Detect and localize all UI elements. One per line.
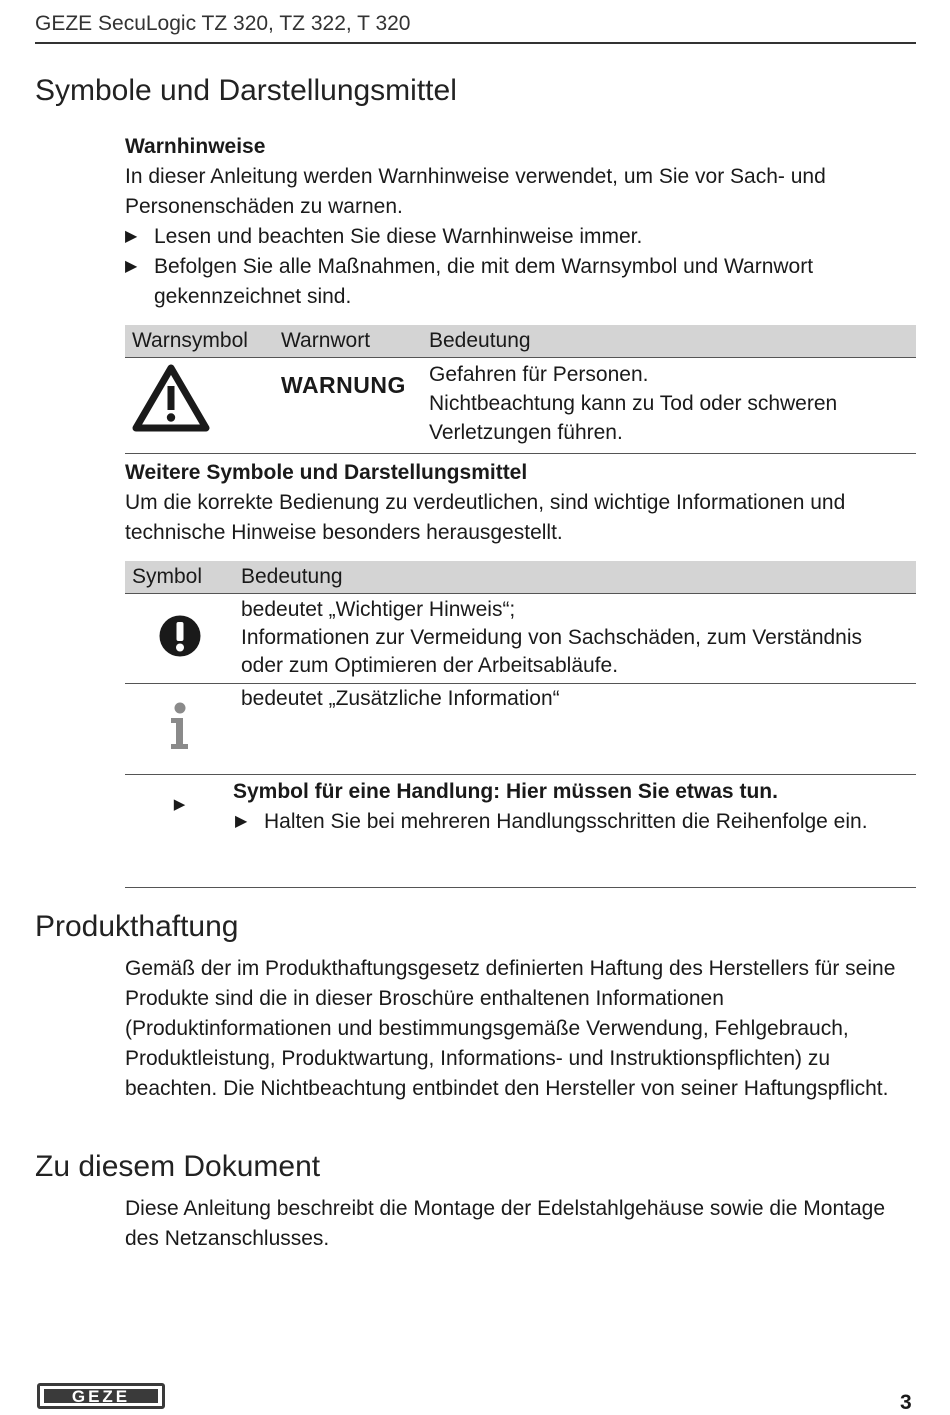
meaning-cell (234, 594, 916, 684)
geze-logo (37, 1383, 165, 1409)
more-symbols-block (125, 458, 915, 548)
about-document-text: Diese Anleitung beschreibt die Montage der Edelstahlgehäuse sowie die Montage des Netzanschlusses. (125, 1197, 885, 1250)
table-row (125, 684, 916, 775)
warning-meaning-cell (422, 358, 916, 454)
column-header: Bedeutung (234, 561, 916, 594)
list-item (125, 222, 915, 252)
symbol-cell (125, 775, 234, 888)
exclamation-circle-icon (159, 615, 201, 657)
meaning-cell (234, 775, 916, 888)
warning-triangle-icon (132, 364, 210, 432)
meaning-line: bedeutet „Zusätzliche Information“ (241, 687, 560, 710)
warning-word: WARNUNG (281, 372, 406, 398)
product-liability-text: Gemäß der im Produkthaftungsgesetz definierten Haftung des Herstellers für seine Produkte sind die in dieser Broschüre enthaltenen Informationen (Produktinformationen und bestimmungsgemäße Verwendung, Fehlgebrauch, Produktleistung, Produktwartung, Informations- und Instruktionspflichten) zu beachten. Die Nichtbeachtung entbindet den Hersteller von seiner Haftungspflicht. (125, 957, 896, 1100)
page-number: 3 (900, 1391, 912, 1414)
bullet-triangle-icon: ▶ (125, 228, 138, 245)
list-item (125, 252, 915, 312)
action-symbol-text: Symbol für eine Handlung: Hier müssen Sie etwas tun. (233, 780, 778, 803)
bullet-triangle-icon: ▶ (235, 813, 248, 830)
warn-block (125, 132, 915, 312)
bullet-text: Befolgen Sie alle Maßnahmen, die mit dem Warnsymbol und Warnwort gekennzeichnet sind. (154, 255, 814, 308)
meaning-line: Informationen zur Vermeidung von Sachschäden, zum Verständnis oder zum Optimieren der Arbeitsabläufe. (241, 626, 863, 677)
section-heading-product-liability: Produkthaftung (35, 910, 239, 943)
more-symbols-heading: Weitere Symbole und Darstellungsmittel (125, 461, 528, 484)
meaning-cell (234, 684, 916, 775)
bullet-text: Lesen und beachten Sie diese Warnhinweise immer. (154, 225, 643, 248)
section-heading-about-document: Zu diesem Dokument (35, 1150, 321, 1183)
warning-symbol-cell (125, 358, 274, 454)
table-header-row (125, 561, 916, 594)
list-item (235, 807, 909, 837)
warn-intro: In dieser Anleitung werden Warnhinweise verwendet, um Sie vor Sach- und Personenschäden zu warnen. (125, 165, 826, 218)
logo-text: GEZE (44, 1389, 158, 1403)
meaning-line: Nichtbeachtung kann zu Tod oder schweren Verletzungen führen. (429, 392, 838, 444)
document-header-title: GEZE SecuLogic TZ 320, TZ 322, T 320 (35, 12, 411, 35)
header-divider (35, 42, 916, 44)
symbol-cell (125, 594, 234, 684)
warn-heading: Warnhinweise (125, 135, 266, 158)
action-triangle-icon: ▶ (173, 796, 186, 813)
column-header: Bedeutung (422, 325, 916, 358)
symbol-cell (125, 684, 234, 775)
bullet-triangle-icon: ▶ (125, 258, 138, 275)
column-header: Symbol (125, 561, 234, 594)
table-row (125, 358, 916, 454)
warning-table (125, 325, 916, 454)
more-symbols-intro: Um die korrekte Bedienung zu verdeutlichen, sind wichtige Informationen und technische Hinweise besonders herausgestellt. (125, 491, 846, 544)
table-row (125, 594, 916, 684)
meaning-line: Gefahren für Personen. (429, 363, 649, 386)
table-header-row (125, 325, 916, 358)
warning-word-cell (274, 358, 422, 454)
column-header: Warnsymbol (125, 325, 274, 358)
symbol-table (125, 561, 916, 888)
bullet-text: Halten Sie bei mehreren Handlungsschritten die Reihenfolge ein. (264, 810, 868, 833)
info-icon (168, 702, 192, 750)
column-header: Warnwort (274, 325, 422, 358)
table-row (125, 775, 916, 888)
section-heading-symbols: Symbole und Darstellungsmittel (35, 74, 457, 107)
meaning-line: bedeutet „Wichtiger Hinweis“; (241, 598, 516, 621)
